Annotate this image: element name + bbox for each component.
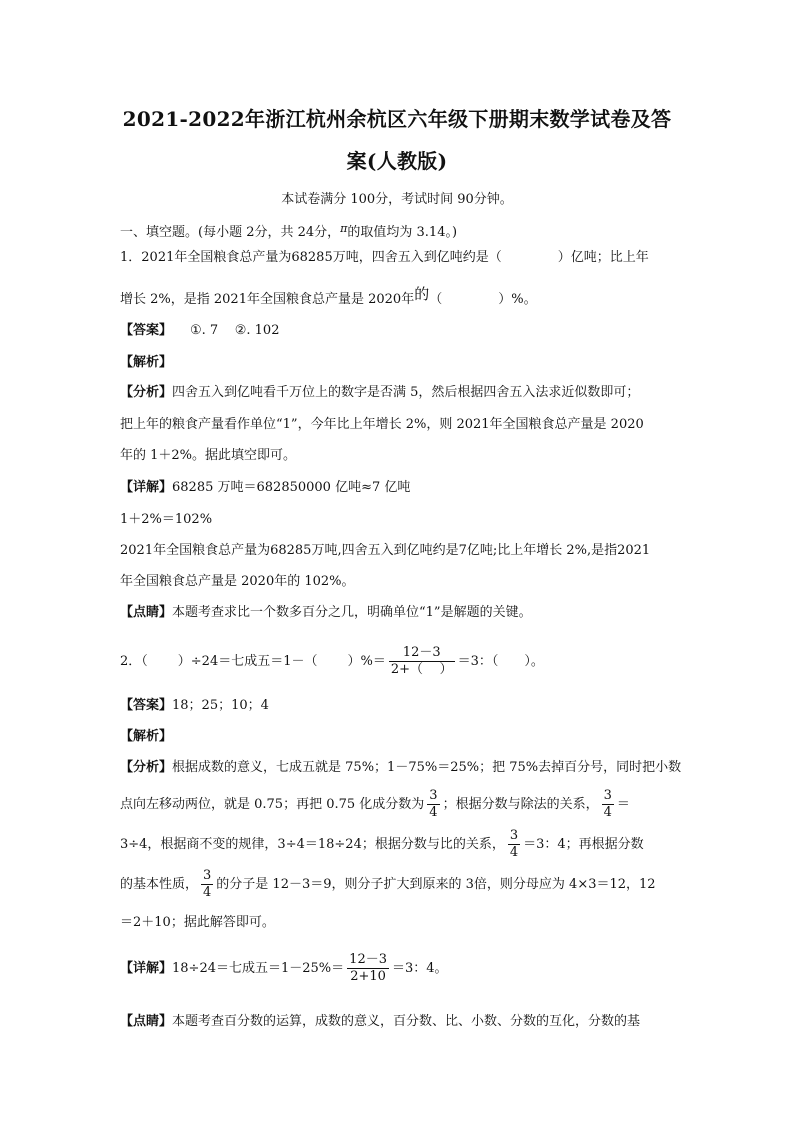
question-1-stem bbox=[120, 249, 680, 267]
fraction-numerator: 12－3 bbox=[389, 645, 455, 662]
q2-stem-part: ＝3：（ bbox=[457, 654, 499, 669]
q1-answer bbox=[120, 322, 680, 340]
analysis-text: ；根据分数与除法的关系， bbox=[442, 797, 599, 812]
q1-detail-line: 1＋2%＝102% bbox=[120, 512, 213, 527]
exam-meta: 本试卷满分 100分，考试时间 90分钟。 bbox=[281, 192, 513, 207]
fraction-3-4 bbox=[201, 868, 213, 901]
fraction-numerator: 3 bbox=[603, 788, 612, 803]
fraction-3-4 bbox=[508, 828, 520, 861]
q1-stem-part: （ bbox=[429, 292, 443, 307]
answer-value: 18；25；10；4 bbox=[172, 698, 269, 713]
detail-text: ＝3：4。 bbox=[392, 961, 448, 976]
fraction-denominator: 2+10 bbox=[350, 969, 386, 984]
fraction-numerator: 3 bbox=[203, 868, 212, 883]
q1-analysis-line: 把上年的粮食产量看作单位“1”，今年比上年增长 2%，则 2021年全国粮食总产量是 2020 bbox=[120, 417, 644, 432]
q2-stem-part: ）÷24＝七成五＝1－（ bbox=[177, 654, 318, 669]
tip-label: 【点睛】 bbox=[120, 1014, 173, 1029]
q2-stem-part: 2．（ bbox=[120, 654, 148, 669]
q1-detail-line bbox=[120, 479, 680, 497]
analysis-text: 3÷4，根据商不变的规律，3÷4＝18÷24；根据分数与比的关系， bbox=[120, 837, 505, 852]
q2-stem-part: ）。 bbox=[524, 654, 544, 669]
q2-answer bbox=[120, 697, 680, 715]
fraction-3-4 bbox=[427, 788, 439, 821]
fraction-denominator: 2+（ ） bbox=[390, 662, 453, 677]
q2-jiexi-label: 【解析】 bbox=[120, 729, 173, 744]
document-title-line2: 案(人教版) bbox=[346, 149, 448, 173]
question-1-stem-cont bbox=[120, 285, 680, 309]
q2-analysis-line bbox=[120, 787, 680, 823]
analysis-label: 【分析】 bbox=[120, 760, 173, 775]
q2-analysis-line bbox=[120, 827, 680, 863]
analysis-text: ＝3：4；再根据分数 bbox=[523, 837, 644, 852]
q2-analysis-line bbox=[120, 759, 680, 777]
fraction-denominator: 4 bbox=[429, 805, 438, 820]
analysis-text: 的分子是 12－3＝9，则分子扩大到原来的 3倍，则分母应为 4×3＝12，12 bbox=[216, 877, 656, 892]
fraction-3-4 bbox=[602, 788, 614, 821]
fraction-denominator: 4 bbox=[509, 845, 519, 860]
fraction-numerator: 12－3 bbox=[349, 952, 387, 967]
q1-tip-line bbox=[120, 604, 680, 622]
question-2-stem bbox=[120, 644, 680, 680]
fraction bbox=[347, 952, 389, 985]
answer-value: ①. 7 ②. 102 bbox=[190, 323, 280, 338]
q1-stem-part: 增长 2%，是指 2021年全国粮食总产量是 2020年 bbox=[120, 292, 415, 307]
analysis-text: 根据成数的意义，七成五就是 75%；1－75%＝25%；把 75%去掉百分号，同时把小数 bbox=[172, 760, 682, 775]
q1-jiexi-label: 【解析】 bbox=[120, 355, 173, 370]
section-heading-text-2: 的取值均为 3.14。) bbox=[347, 225, 458, 240]
tip-label: 【点睛】 bbox=[120, 605, 173, 620]
fraction-denominator: 4 bbox=[603, 805, 612, 820]
analysis-text: ＝ bbox=[616, 797, 630, 812]
section-heading bbox=[120, 220, 680, 242]
detail-text: 68285 万吨＝682850000 亿吨≈7 亿吨 bbox=[172, 480, 411, 495]
analysis-label: 【分析】 bbox=[120, 385, 173, 400]
q1-stem-part: ）%。 bbox=[498, 292, 537, 307]
q2-detail-line bbox=[120, 951, 680, 987]
q1-stem-part: ）亿吨；比上年 bbox=[557, 250, 649, 265]
q1-stem-part: 1．2021年全国粮食总产量为68285万吨，四舍五入到亿吨约是（ bbox=[120, 250, 502, 265]
q1-analysis-line: 年的 1＋2%。据此填空即可。 bbox=[120, 448, 297, 463]
q1-detail-line: 年全国粮食总产量是 2020年的 102%。 bbox=[120, 574, 355, 589]
q1-stem-part: 的 bbox=[414, 285, 430, 303]
q1-detail-line: 2021年全国粮食总产量为68285万吨,四舍五入到亿吨约是7亿吨;比上年增长 2%,是指2021 bbox=[120, 543, 651, 558]
answer-label: 【答案】 bbox=[120, 698, 173, 713]
fraction-denominator: 4 bbox=[203, 885, 212, 900]
section-heading-text: 一、填空题。(每小题 2分，共 24分， bbox=[120, 225, 341, 240]
pi-symbol: π bbox=[340, 222, 348, 235]
answer-label: 【答案】 bbox=[120, 323, 173, 338]
q2-analysis-line: ＝2＋10；据此解答即可。 bbox=[120, 915, 275, 930]
detail-label: 【详解】 bbox=[120, 961, 173, 976]
q2-tip-line bbox=[120, 1013, 680, 1031]
q2-analysis-line bbox=[120, 867, 680, 903]
fraction bbox=[389, 645, 455, 678]
analysis-text: 四舍五入到亿吨看千万位上的数字是否满 5，然后根据四舍五入法求近似数即可； bbox=[172, 385, 640, 400]
tip-text: 本题考查求比一个数多百分之几，明确单位“1”是解题的关键。 bbox=[172, 605, 532, 620]
document-title-line1: 2021-2022年浙江杭州余杭区六年级下册期末数学试卷及答 bbox=[122, 107, 672, 131]
q2-stem-part: ）%＝ bbox=[347, 654, 386, 669]
q1-analysis-line bbox=[120, 384, 680, 402]
fraction-numerator: 3 bbox=[429, 788, 438, 803]
analysis-text: 点向左移动两位，就是 0.75；再把 0.75 化成分数为 bbox=[120, 797, 425, 812]
detail-label: 【详解】 bbox=[120, 480, 173, 495]
analysis-text: 的基本性质， bbox=[120, 877, 199, 892]
tip-text: 本题考查百分数的运算，成数的意义，百分数、比、小数、分数的互化，分数的基 bbox=[172, 1014, 641, 1029]
fraction-numerator: 3 bbox=[509, 828, 519, 843]
detail-text: 18÷24＝七成五＝1－25%＝ bbox=[172, 961, 345, 976]
